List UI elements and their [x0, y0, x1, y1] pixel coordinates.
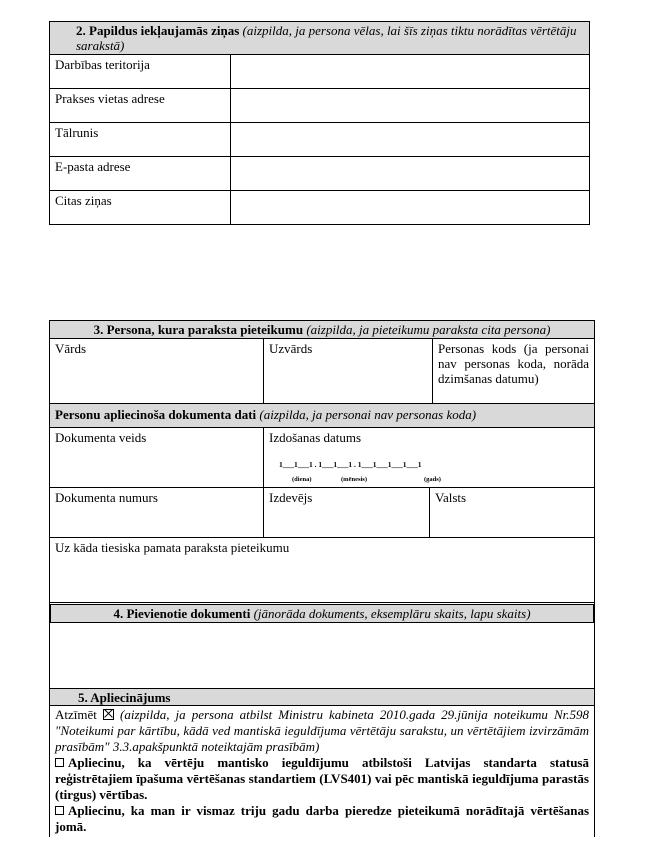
section2-header	[50, 22, 590, 55]
document-type-label: Dokumenta veids	[55, 430, 147, 445]
statement-1	[55, 755, 589, 803]
section4-header	[50, 604, 594, 623]
mark-note: (aizpilda, ja persona atbilst Ministru kabineta 2010.gada 29.jūnija noteikumu Nr.598 "Noteikumi par kārtību, kādā ved mantiskā ieguldījuma vērtētāju sarakstu, un vērtētājiem izvirzāmām prasībām" 3.3.apakšpunktā noteiktajām prasībām)	[55, 707, 590, 754]
practice-address-field[interactable]	[231, 89, 590, 123]
issue-date-label: Izdošanas datums	[269, 430, 362, 445]
statement-2-text: Apliecinu, ka man ir vismaz triju gadu darba pieredze pieteikumā norādītajā vērtēšanas jomā.	[55, 803, 589, 834]
personal-code-field[interactable]	[433, 339, 595, 404]
legal-basis-field[interactable]	[50, 538, 595, 603]
document-number-label: Dokumenta numurs	[55, 490, 158, 505]
section3-title: 3. Persona, kura paraksta pieteikumu	[93, 322, 304, 337]
phone-field[interactable]	[231, 123, 590, 157]
issue-date-field[interactable]	[264, 428, 595, 488]
document-header	[50, 404, 595, 428]
first-name-label: Vārds	[55, 341, 87, 356]
section5-body	[50, 706, 595, 838]
field-label: Prakses vietas adrese	[50, 89, 231, 123]
field-label: Tālrunis	[50, 123, 231, 157]
section3-header-row	[50, 321, 595, 339]
legal-basis-label: Uz kāda tiesiska pamata paraksta pieteikumu	[55, 540, 290, 555]
document-type-field[interactable]	[50, 428, 264, 488]
table-row	[50, 538, 595, 603]
field-label: Darbības teritorija	[50, 55, 231, 89]
issuer-field[interactable]	[264, 488, 430, 538]
section3-note: (aizpilda, ja pieteikumu paraksta cita persona)	[306, 322, 551, 337]
statement-2-checkbox[interactable]	[55, 806, 64, 815]
section5-body-row	[50, 706, 595, 838]
email-field[interactable]	[231, 157, 590, 191]
field-label: E-pasta adrese	[50, 157, 231, 191]
mark-paragraph	[55, 707, 589, 755]
section3-header	[50, 321, 595, 339]
table-row	[50, 89, 590, 123]
table-row	[50, 123, 590, 157]
table-row	[50, 191, 590, 225]
field-label: Citas ziņas	[50, 191, 231, 225]
other-info-field[interactable]	[231, 191, 590, 225]
section4-note: (jānorāda dokuments, eksemplāru skaits, lapu skaits)	[253, 606, 531, 621]
issuer-label: Izdevējs	[269, 490, 313, 505]
document-header-row	[50, 404, 595, 428]
date-day-label: (diena)	[292, 476, 312, 483]
country-label: Valsts	[435, 490, 467, 505]
last-name-label: Uzvārds	[269, 341, 313, 356]
section4-title: 4. Pievienotie dokumenti	[113, 606, 251, 621]
section4-row	[50, 603, 595, 689]
document-number-field[interactable]	[50, 488, 264, 538]
country-field[interactable]	[430, 488, 595, 538]
table-row	[50, 55, 590, 89]
section2-table	[49, 21, 590, 225]
first-name-field[interactable]	[50, 339, 264, 404]
document-header-note: (aizpilda, ja personai nav personas koda)	[259, 407, 477, 422]
attached-documents-field[interactable]	[50, 603, 595, 689]
checked-box-icon[interactable]	[103, 709, 114, 720]
date-year-label: (gads)	[424, 476, 441, 483]
section2-note: (aizpilda, ja persona vēlas, lai šīs ziņas tiktu norādītas vērtētāju sarakstā)	[76, 23, 577, 53]
section5-title: 5. Apliecinājums	[78, 690, 171, 705]
document-header-title: Personu apliecinoša dokumenta dati	[55, 407, 257, 422]
date-month-label: (mēnesis)	[341, 476, 367, 483]
section3-table	[49, 320, 595, 837]
section2-title: 2. Papildus iekļaujamās ziņas	[76, 23, 240, 38]
statement-2	[55, 803, 589, 835]
table-row	[50, 428, 595, 488]
activity-territory-field[interactable]	[231, 55, 590, 89]
mark-label: Atzīmēt	[55, 707, 97, 722]
section2-header-row	[50, 22, 590, 55]
statement-1-checkbox[interactable]	[55, 758, 64, 767]
table-row	[50, 157, 590, 191]
section5-header	[50, 689, 595, 706]
last-name-field[interactable]	[264, 339, 433, 404]
statement-1-text: Apliecinu, ka vērtēju mantisko ieguldījumu atbilstoši Latvijas standarta statusā reģistrētajiem īpašuma vērtēšanas standartiem (LVS401) vai pēc mantiskā ieguldījuma parastās (tirgus) vērtības.	[55, 755, 589, 802]
table-row	[50, 339, 595, 404]
table-row	[50, 488, 595, 538]
date-template: 1___1___1 . 1___1___1 . 1___1___1___1___1	[279, 460, 422, 469]
section5-header-row	[50, 689, 595, 706]
personal-code-label: Personas kods (ja personai nav personas koda, norāda dzimšanas datumu)	[438, 341, 589, 386]
